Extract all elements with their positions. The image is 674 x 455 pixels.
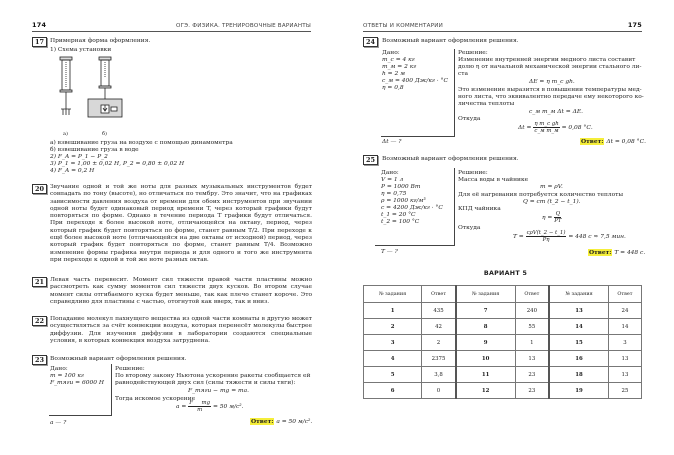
- fraction: [554, 211, 561, 224]
- q22-text: Попадание молекул пахнущего вещества из одной части комнаты в другую может осуществляться за счёт конвекции воздуха, которая перенесёт молекулы быстрее диффузии. Для изучения диффузии в лаборатории создаются специальные условия, в которых конвекция воздуха затруднена.: [50, 316, 312, 344]
- task-number-cell: 13: [549, 303, 608, 319]
- answer-cell: 24: [608, 303, 641, 319]
- answer-value: a = 50 м/с².: [276, 419, 313, 425]
- q24-given-1: m_м = 2 кг: [382, 64, 417, 70]
- task-number-cell: 18: [549, 367, 608, 383]
- setup-diagram: [55, 55, 135, 130]
- q24-solution-label: Решение:: [458, 50, 488, 56]
- dynamometer-b: [88, 57, 122, 117]
- q25-find: T — ?: [381, 249, 398, 255]
- q25-title: Возможный вариант оформления решения.: [382, 156, 519, 162]
- q25-solution-label: Решение:: [458, 170, 488, 176]
- fraction: [526, 230, 567, 243]
- q25-given-0: V = 1 л: [381, 177, 404, 183]
- q25-eq4: [513, 230, 626, 243]
- question-number-25: 25: [363, 155, 378, 165]
- fraction-numerator: F mg: [189, 400, 211, 406]
- column-header: № задания: [364, 286, 422, 303]
- answer-cell: 3: [608, 335, 641, 351]
- q24-given-3: c_м = 400 Дж/кг · °С: [382, 78, 448, 84]
- eq-lhs: η =: [542, 215, 553, 221]
- question-number-23: 23: [32, 355, 47, 365]
- q24-given-label: Дано:: [382, 50, 400, 56]
- q25-given-6: t_2 = 100 °С: [381, 219, 420, 225]
- running-title: ОГЭ. ФИЗИКА. ТРЕНИРОВОЧНЫЕ ВАРИАНТЫ: [175, 23, 311, 29]
- answer-cell: 3,8: [422, 367, 456, 383]
- q25-given-label: Дано:: [381, 170, 399, 176]
- task-number-cell: 11: [456, 367, 515, 383]
- q25-line2: Для её нагревания потребуется количество теплоты: [458, 192, 624, 198]
- eq-rhs: = 0,08 °С.: [561, 125, 593, 131]
- task-number-cell: 9: [456, 335, 515, 351]
- right-page: [337, 0, 674, 455]
- answer-cell: 42: [422, 319, 456, 335]
- table-header-row: [364, 286, 642, 303]
- answer-cell: 23: [515, 367, 549, 383]
- q23-given-label: Дано:: [50, 366, 68, 372]
- q24-title: Возможный вариант оформления решения.: [382, 38, 519, 44]
- q17-step1: 1) Схема установки: [50, 47, 112, 53]
- q17-step4: 4) F_A = 0,2 Н: [50, 168, 95, 174]
- answers-table: [363, 285, 642, 399]
- q24-eq2: c_м m_м Δt = ΔE.: [529, 109, 584, 115]
- q23-solution-label: Решение:: [115, 366, 145, 372]
- q25-line1: Масса воды в чайнике: [458, 177, 529, 183]
- eq-rhs: = 448 с ≈ 7,5 мин.: [568, 234, 626, 240]
- column-header: Ответ: [608, 286, 641, 303]
- column-header: Ответ: [422, 286, 456, 303]
- answer-cell: 1: [515, 335, 549, 351]
- q25-given-1: P = 1000 Вт: [381, 184, 421, 190]
- answer-label: Ответ:: [581, 138, 604, 145]
- task-number-cell: 7: [456, 303, 515, 319]
- q25-given-5: t_1 = 20 °С: [381, 212, 416, 218]
- q23-solution-line-0: По второму закону Ньютона ускорение ракеты сообщается ей: [115, 373, 311, 379]
- answer-cell: 55: [515, 319, 549, 335]
- dynamometer-a: [60, 57, 72, 115]
- column-header: № задания: [456, 286, 515, 303]
- fraction: [533, 121, 559, 134]
- variant-title: ВАРИАНТ 5: [483, 270, 528, 277]
- q17-line-a: а) взвешивание груза на воздухе с помощью динамометра: [50, 140, 233, 146]
- fraction-denominator: c_м m_м: [534, 128, 559, 134]
- answer-cell: 2375: [422, 351, 456, 367]
- running-head-left: [32, 20, 311, 32]
- fig-label-a: а): [63, 131, 68, 137]
- q23-title: Возможный вариант оформления решения.: [50, 356, 187, 362]
- q23-find: a — ?: [50, 420, 67, 426]
- q24-line2-1: ного листа, что эквивалентно передаче ему некоторого ко-: [458, 94, 644, 100]
- task-number-cell: 3: [364, 335, 422, 351]
- q23-eq1: F_тяги − mg = ma.: [188, 388, 249, 394]
- table-row: [364, 367, 642, 383]
- table-row: [364, 351, 642, 367]
- fraction-denominator: m: [197, 407, 203, 413]
- table-row: [364, 303, 642, 319]
- answer-cell: 13: [608, 367, 641, 383]
- answer-cell: 13: [608, 351, 641, 367]
- q23-given-1: F_тяги = 6000 Н: [50, 380, 104, 386]
- q17-title: Примерная форма оформления.: [50, 38, 151, 44]
- q24-line2-2: личества теплоты: [458, 101, 515, 107]
- running-title: ОТВЕТЫ И КОММЕНТАРИИ: [363, 23, 444, 29]
- q24-given-0: m_с = 4 кг: [382, 57, 415, 63]
- q23-answer: [250, 418, 312, 426]
- answer-cell: 2: [422, 335, 456, 351]
- fraction-numerator: Q: [555, 211, 561, 217]
- question-number-22: 22: [32, 316, 47, 326]
- task-number-cell: 10: [456, 351, 515, 367]
- answer-label: Ответ:: [251, 418, 274, 425]
- q24-line2-0: Это изменение выразится в повышении температуры мед-: [458, 87, 642, 93]
- question-number-20: 20: [32, 184, 47, 194]
- fraction-numerator: cρV(t_2 − t_1): [526, 230, 566, 236]
- question-number-24: 24: [363, 37, 378, 47]
- q24-given-4: η = 0,8: [382, 85, 404, 91]
- task-number-cell: 5: [364, 367, 422, 383]
- q24-answer: [580, 138, 646, 146]
- q17-step2: 2) F_A = P_1 − P_2: [50, 154, 108, 160]
- q25-line3: КПД чайника: [458, 206, 501, 212]
- eq-lhs: Δt =: [518, 125, 532, 131]
- answer-cell: 240: [515, 303, 549, 319]
- task-number-cell: 19: [549, 383, 608, 399]
- q25-given-3: ρ = 1000 кг/м³: [381, 198, 426, 204]
- task-number-cell: 8: [456, 319, 515, 335]
- q24-eq1: ΔE = η m_с gh.: [529, 79, 575, 85]
- task-number-cell: 2: [364, 319, 422, 335]
- page-number: 175: [627, 21, 642, 29]
- fraction-denominator: Pη: [542, 237, 550, 243]
- q25-given-4: c = 4200 Дж/кг · °С: [381, 205, 443, 211]
- question-number-21: 21: [32, 277, 47, 287]
- question-number-17: 17: [32, 37, 47, 47]
- task-number-cell: 6: [364, 383, 422, 399]
- q21-text: Левая часть перевесит. Момент сил тяжести правой части пластины можно рассмотреть как сумму моментов сил тяжести двух кусков. Во втором случае момент силы отгибаемого куска будет меньше, так как плечо станет короче. Это справедливо для пластины с частью, отогнутой как вверх, так и вниз.: [50, 277, 312, 305]
- answer-cell: 435: [422, 303, 456, 319]
- answer-cell: 23: [515, 383, 549, 399]
- q25-given-2: η = 0,75: [381, 191, 407, 197]
- q24-solution-line-0: Изменение внутренней энергии медного листа составит: [458, 57, 636, 63]
- column-header: Ответ: [515, 286, 549, 303]
- q17-step3: 3) P_1 = 1,00 ± 0,02 Н, P_2 = 0,80 ± 0,02 Н: [50, 161, 185, 167]
- q24-solution-line-2: ста: [458, 71, 469, 77]
- answer-label: Ответ:: [589, 249, 612, 256]
- running-head-right: [363, 20, 642, 32]
- task-number-cell: 4: [364, 351, 422, 367]
- q24-whence: Откуда: [458, 116, 481, 122]
- table-row: [364, 335, 642, 351]
- eq-lhs: T =: [513, 234, 524, 240]
- fraction-denominator: PT: [554, 218, 562, 224]
- q25-eq1: m = ρV.: [540, 184, 563, 190]
- answer-value: Δt = 0,08 °С.: [606, 139, 646, 145]
- q24-find: Δt — ?: [382, 139, 402, 145]
- q17-line-b: б) взвешивание груза в воде: [50, 147, 139, 153]
- table-row: [364, 319, 642, 335]
- fig-label-b: б): [102, 131, 107, 137]
- q24-given-2: h = 2 м: [382, 71, 405, 77]
- page-number: 174: [32, 21, 47, 29]
- task-number-cell: 12: [456, 383, 515, 399]
- q23-solution-line-1: равнодействующей двух сил (силы тяжести и силы тяги):: [115, 380, 296, 386]
- answer-value: T = 448 с.: [614, 250, 646, 256]
- fraction-numerator: η m_с gh: [534, 121, 559, 127]
- answer-cell: 14: [608, 319, 641, 335]
- eq-lhs: a =: [176, 404, 187, 410]
- answers-body: [364, 303, 642, 399]
- task-number-cell: 1: [364, 303, 422, 319]
- answer-cell: 25: [608, 383, 641, 399]
- task-number-cell: 14: [549, 319, 608, 335]
- answer-cell: 13: [515, 351, 549, 367]
- q20-text: Звучание одной и той же ноты для разных музыкальных инструментов будет совпадать по тону (высоте), но отличаться по тембру. Это значит, что на графиках зависимости давления воздуха от времени для обоих инструментов при звучании одной ноты будет одинаковый период времени T, через который графики будут повторяться по форме. Однако в течение периода T графики будут отличаться. При переходе к более высокой ноте, отличающейся на октаву, период, через который график будет повторяться по форме, станет равным T/2. При переходе к ещё более высокой ноте (отличающейся на две октавы от исходной) период, через который график будет повторяться по форме, станет равным T/4. Возможно изменение формы графика внутри периода и для одного и того же инструмента при переходе к одной и той же ноте разных октав.: [50, 184, 312, 263]
- q23-eq2: [176, 400, 244, 413]
- fraction: [188, 400, 211, 413]
- task-number-cell: 16: [549, 351, 608, 367]
- answer-cell: 0: [422, 383, 456, 399]
- q23-then: Тогда искомое ускорение: [115, 396, 196, 402]
- eq-rhs: = 50 м/с².: [212, 404, 244, 410]
- column-header: № задания: [549, 286, 608, 303]
- q23-given-0: m = 100 кг: [50, 373, 84, 379]
- q24-solution-line-1: долю η от начальной механической энергии стального ли-: [458, 64, 642, 70]
- q25-eq2: Q = cm (t_2 − t_1).: [523, 199, 581, 205]
- q25-eq3: [542, 211, 561, 224]
- q24-eq3: [518, 121, 593, 134]
- task-number-cell: 15: [549, 335, 608, 351]
- q25-whence: Откуда: [458, 225, 481, 231]
- q25-answer: [588, 249, 645, 257]
- table-row: [364, 383, 642, 399]
